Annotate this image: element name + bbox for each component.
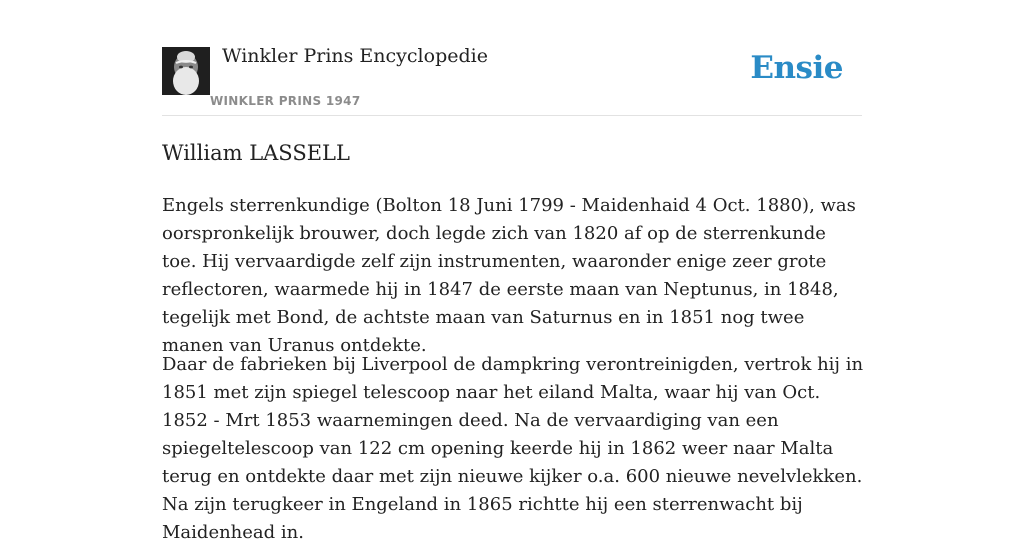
ensie-logo[interactable]: Ensie — [750, 50, 843, 86]
article-paragraph-2: Daar de fabrieken bij Liverpool de dampkring verontreinigden, vertrok hij in 1851 met zijn spiegel telescoop naar het eiland Malta, waar hij van Oct. 1852 - Mrt 1853 waarnemingen deed. Na de vervaardiging van een spiegeltelescoop van 122 cm opening keerde hij in 1862 weer naar Malta terug en ontdekte daar met zijn nieuwe kijker o.a. 600 nieuwe nevelvlekken. Na zijn terugkeer in Engeland in 1865 richtte hij een sterrenwacht bij Maidenhead in. — [162, 354, 864, 543]
source-label[interactable]: WINKLER PRINS 1947 — [210, 94, 361, 108]
article-title: William LASSELL — [162, 141, 350, 165]
article-paragraph-1: Engels sterrenkundige (Bolton 18 Juni 1799 - Maidenhaid 4 Oct. 1880), was oorspronkelijk brouwer, doch legde zich van 1820 af op de sterrenkunde toe. Hij vervaardigde zelf zijn instrumenten, waaronder enige zeer grote reflectoren, waarmede hij in 1847 de eerste maan van Neptunus, in 1848, tegelijk met Bond, de achtste maan van Saturnus en in 1851 nog twee manen van Uranus ontdekte. — [162, 195, 856, 356]
author-avatar[interactable] — [162, 47, 210, 95]
site-header — [162, 0, 862, 116]
avatar-portrait-image — [162, 47, 210, 95]
article-container — [162, 0, 864, 543]
site-name[interactable]: Winkler Prins Encyclopedie — [222, 45, 488, 67]
